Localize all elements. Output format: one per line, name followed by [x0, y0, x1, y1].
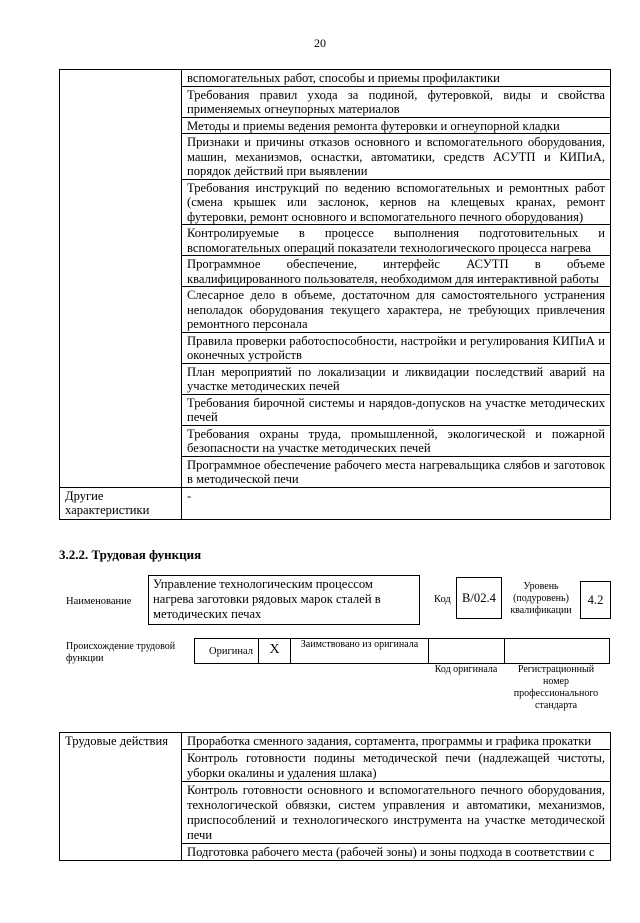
name-label: Наименование	[66, 596, 132, 607]
requirement-cell: Требования охраны труда, промышленной, экологической и пожарной безопасности на участке методических печей	[182, 425, 611, 456]
other-characteristics-label: Другие характеристики	[60, 487, 182, 519]
original-mark: X	[259, 639, 291, 663]
labor-actions-table	[59, 732, 611, 861]
requirement-cell: Контролируемые в процессе выполнения подготовительных и вспомогательных операций показатели технологического процесса нагрева	[182, 225, 611, 256]
other-characteristics-value: -	[182, 487, 611, 519]
requirement-cell: Признаки и причины отказов основного и вспомогательного оборудования, машин, механизмов, оснастки, автоматики, средств АСУТП и КИПиА, порядок действий при выявлении	[182, 134, 611, 180]
origin-row	[194, 638, 610, 664]
page-number: 20	[314, 36, 326, 50]
level-label: Уровень (подуровень) квалификации	[510, 581, 572, 616]
requirement-cell: Требования правил ухода за подиной, футеровкой, виды и свойства применяемых огнеупорных материалов	[182, 86, 611, 117]
action-cell: Подготовка рабочего места (рабочей зоны) и зоны подхода в соответствии с	[182, 844, 611, 861]
requirement-cell: План мероприятий по локализации и ликвидации последствий аварий на участке методических печей	[182, 363, 611, 394]
action-cell: Контроль готовности основного и вспомогательного печного оборудования, технологической обвязки, систем управления и автоматики, механизмов, приспособлений и технологического инструмента на участке методической печи	[182, 782, 611, 844]
qualification-level-box: 4.2	[580, 581, 611, 619]
code-caption: Код оригинала	[434, 664, 498, 675]
requirement-cell: Методы и приемы ведения ремонта футеровки и огнеупорной кладки	[182, 117, 611, 134]
registration-number-cell	[505, 639, 609, 663]
requirement-cell: Требования инструкций по ведению вспомогательных и ремонтных работ (смена крышек или заслонок, кернов на клещевых кранах, ремонт футеровки, ремонт основного и вспомогательного печного оборудования)	[182, 179, 611, 225]
borrowed-label: Заимствовано из оригинала	[291, 639, 429, 663]
action-cell: Проработка сменного задания, сортамента, программы и графика прокатки	[182, 733, 611, 750]
requirement-cell: вспомогательных работ, способы и приемы профилактики	[182, 70, 611, 87]
requirement-cell: Слесарное дело в объеме, достаточном для самостоятельного устранения неполадок оборудования текущего характера, не требующих привлечения ремонтного персонала	[182, 287, 611, 333]
knowledge-requirements-table	[59, 69, 611, 520]
registration-caption: Регистрационный номер профессионального стандарта	[513, 664, 599, 711]
knowledge-label-cell	[60, 70, 182, 488]
requirement-cell: Правила проверки работоспособности, настройки и регулирования КИПиА и оконечных устройств	[182, 332, 611, 363]
table-row	[60, 70, 611, 87]
requirement-cell: Программное обеспечение рабочего места нагревальщика слябов и заготовок в методической печи	[182, 456, 611, 487]
requirement-cell: Программное обеспечение, интерфейс АСУТП в объеме квалифицированного пользователя, необходимом для интерактивной работы	[182, 256, 611, 287]
original-label: Оригинал	[195, 639, 259, 663]
labor-actions-label: Трудовые действия	[60, 733, 182, 861]
table-row	[60, 487, 611, 519]
action-cell: Контроль готовности подины методической печи (надлежащей чистоты, уборки окалины и удаления шлака)	[182, 750, 611, 782]
origin-code-cell	[429, 639, 505, 663]
origin-label: Происхождение трудовой функции	[66, 641, 176, 664]
code-label: Код	[434, 594, 451, 605]
section-heading: 3.2.2. Трудовая функция	[59, 547, 202, 562]
function-code-box: B/02.4	[456, 577, 502, 619]
function-name-box: Управление технологическим процессом нагрева заготовки рядовых марок сталей в методических печах	[148, 575, 420, 625]
requirement-cell: Требования бирочной системы и нарядов-допусков на участке методических печей	[182, 394, 611, 425]
table-row	[60, 733, 611, 750]
